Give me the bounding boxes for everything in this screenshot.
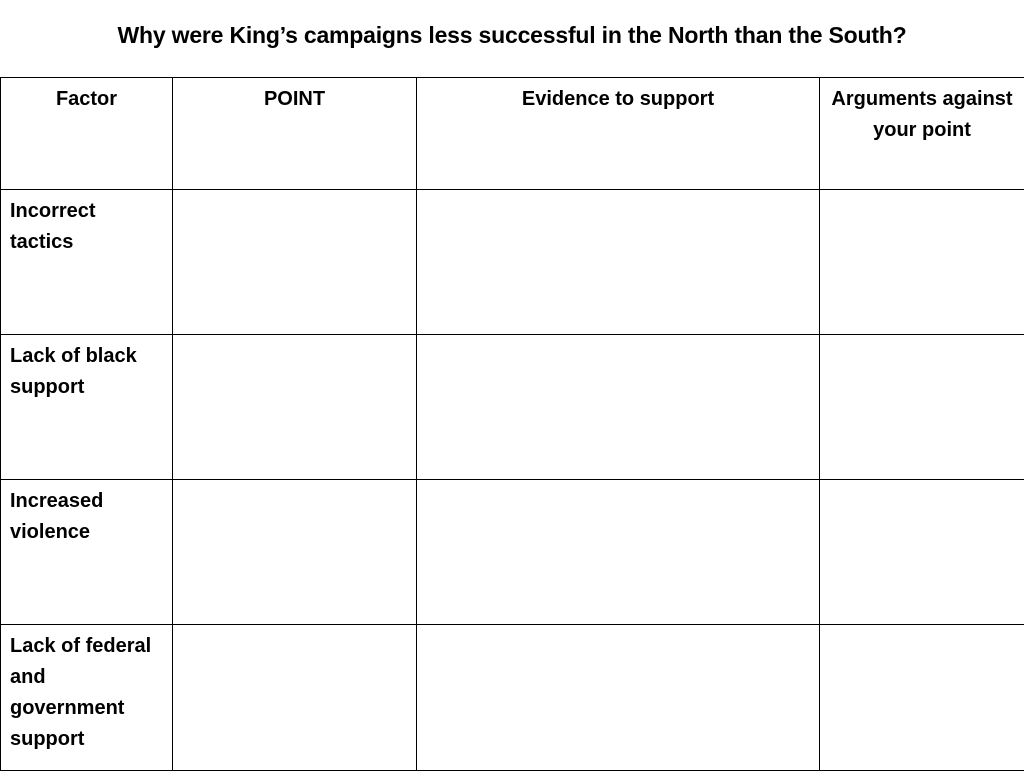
header-arguments-against: Arguments against your point — [820, 78, 1024, 190]
header-factor: Factor — [1, 78, 173, 190]
factor-cell: Lack of federal and government support — [1, 625, 173, 771]
evidence-cell — [417, 625, 820, 771]
table-row — [1, 625, 1024, 771]
table-row — [1, 335, 1024, 480]
arguments-cell — [820, 625, 1024, 771]
arguments-cell — [820, 190, 1024, 335]
factor-cell: Increased violence — [1, 480, 173, 625]
factor-cell: Incorrect tactics — [1, 190, 173, 335]
factor-cell: Lack of black support — [1, 335, 173, 480]
worksheet-table — [0, 77, 1024, 771]
evidence-cell — [417, 335, 820, 480]
point-cell — [173, 480, 417, 625]
point-cell — [173, 335, 417, 480]
table-header-row — [1, 78, 1024, 190]
table-row — [1, 190, 1024, 335]
worksheet-title: Why were King’s campaigns less successful in the North than the South? — [0, 18, 1024, 52]
point-cell — [173, 625, 417, 771]
arguments-cell — [820, 335, 1024, 480]
evidence-cell — [417, 190, 820, 335]
header-point: POINT — [173, 78, 417, 190]
evidence-cell — [417, 480, 820, 625]
point-cell — [173, 190, 417, 335]
table-row — [1, 480, 1024, 625]
arguments-cell — [820, 480, 1024, 625]
header-evidence: Evidence to support — [417, 78, 820, 190]
